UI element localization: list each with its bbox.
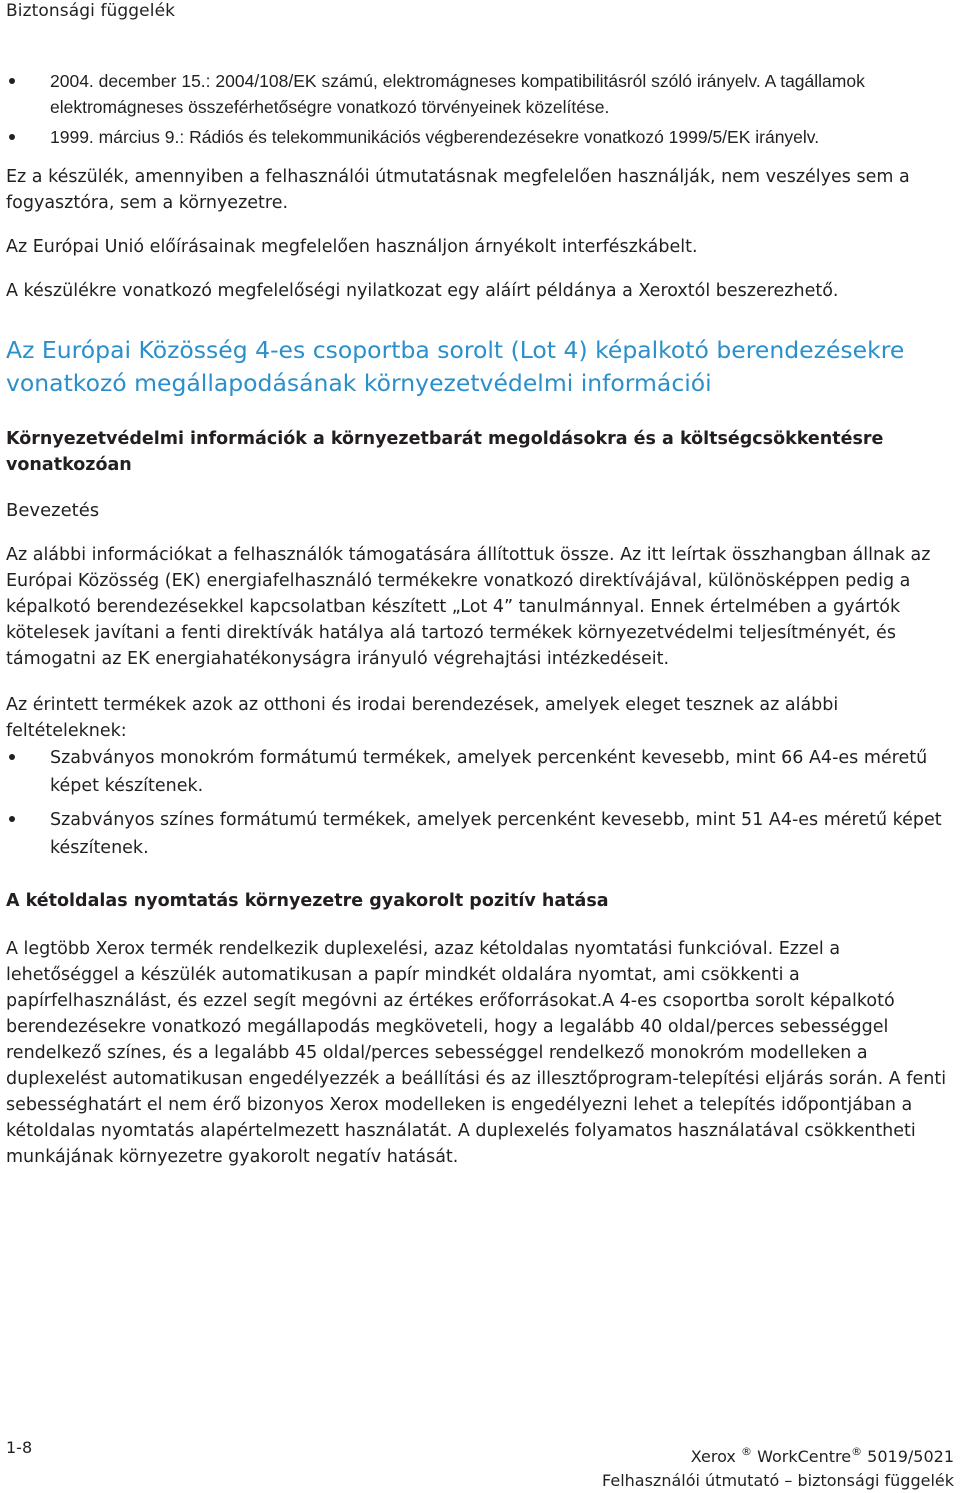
environmental-info-subheading: Környezetvédelmi információk a környezetbarát megoldásokra és a költségcsökkentésre vonatkozóan [6,429,884,475]
list-item: 1999. március 9.: Rádiós és telekommunikációs végberendezésekre vonatkozó 1999/5/EK irányelv. [6,124,954,150]
model-number: 5019/5021 [867,1447,954,1466]
directive-list [6,68,954,150]
registered-mark: ® [740,1445,752,1458]
page-footer [602,1440,954,1493]
lot4-section-title: Az Európai Közösség 4-es csoportba sorolt (Lot 4) képalkotó berendezésekre vonatkozó megállapodásának környezetvédelmi információi [6,336,905,397]
product-name: WorkCentre [757,1447,852,1466]
introduction-label: Bevezetés [6,500,100,521]
introduction-paragraph: Az alábbi információkat a felhasználók támogatására állítottuk össze. Az itt leírtak összhangban állnak az Európai Közösség (EK) energiafelhasználó termékekre vonatkozó direktívájával, különösképpen pedig a képalkotó berendezésekkel kapcsolatban készített „Lot 4” tanulmánnyal. Ennek értelmében a gyártók kötelesek javítani a fenti direktívák hatálya alá tartozó termékek környezetvédelmi teljesítményét, és támogatni az EK energiahatékonyságra irányuló végrehajtási intézkedéseit. [6,545,931,669]
list-item: 2004. december 15.: 2004/108/EK számú, elektromágneses kompatibilitásról szóló irányelv. A tagállamok elektromágneses összeférhetőségre vonatkozó törvényeinek közelítése. [6,68,954,120]
brand-name: Xerox [690,1447,736,1466]
declaration-paragraph: A készülékre vonatkozó megfelelőségi nyilatkozat egy aláírt példánya a Xeroxtól beszerezhető. [6,281,839,301]
list-item: Szabványos monokróm formátumú termékek, amelyek percenként kevesebb, mint 66 A4-es méretű képet készítenek. [6,744,954,800]
guide-title: Felhasználói útmutató – biztonsági függelék [602,1471,954,1490]
page-content [6,68,954,1170]
page-number: 1-8 [6,1438,33,1457]
duplex-heading: A kétoldalas nyomtatás környezetre gyakorolt pozitív hatása [6,891,609,911]
registered-mark: ® [851,1445,863,1458]
affected-products-paragraph: Az érintett termékek azok az otthoni és irodai berendezések, amelyek eleget tesznek az alábbi feltételeknek: [6,695,839,741]
safety-paragraph: Ez a készülék, amennyiben a felhasználói útmutatásnak megfelelően használják, nem veszélyes sem a fogyasztóra, sem a környezetre. [6,167,910,213]
running-header: Biztonsági függelék [6,1,176,21]
list-item: Szabványos színes formátumú termékek, amelyek percenként kevesebb, mint 51 A4-es méretű képet készítenek. [6,806,954,862]
conditions-list [6,744,954,862]
product-line [602,1440,954,1469]
shielded-cable-paragraph: Az Európai Unió előírásainak megfelelően használjon árnyékolt interfészkábelt. [6,237,698,257]
duplex-paragraph: A legtöbb Xerox termék rendelkezik duplexelési, azaz kétoldalas nyomtatási funkcióval. Ezzel a lehetőséggel a készülék automatikusan a papír mindkét oldalára nyomtat, ami csökkenti a papírfelhasználást, és ezzel segít megóvni az értékes erőforrásokat.A 4-es csoportba sorolt képalkotó berendezésekre vonatkozó megállapodás megköveteli, hogy a legalább 40 oldal/perces sebességgel rendelkező színes, és a legalább 45 oldal/perces sebességgel rendelkező monokróm modelleken a duplexelést automatikusan engedélyezzék a beállítási és az illesztőprogram-telepítési eljárás során. A fenti sebességhatárt el nem érő bizonyos Xerox modelleken is engedélyezni lehet a telepítés időpontjában a kétoldalas nyomtatás alapértelmezett használatát. A duplexelés folyamatos használatával csökkentheti munkájának környezetre gyakorolt negatív hatását. [6,939,947,1167]
